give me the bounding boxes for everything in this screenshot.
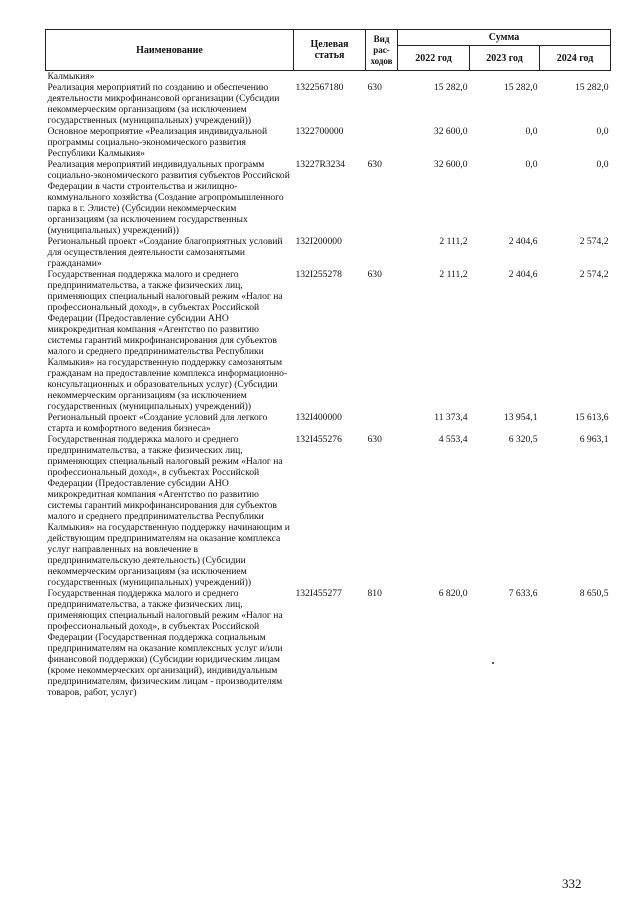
scan-artifact	[492, 662, 494, 664]
row-target-article: 13227R3234	[295, 159, 346, 170]
row-name: Реализация мероприятий индивидуальных программ социально-экономического развития субъектов Российской Федерации в части строительства и жилищно-коммунального хозяйства (Создание агропромышленного парка в г. Элисте) (Субсидии некоммерческим организациям (за исключением государственных (муниципальных) учреждений))	[47, 159, 290, 236]
table-body	[46, 71, 611, 699]
row-sum-2022: 2 111,2	[439, 236, 468, 247]
row-sum-2022: 32 600,0	[433, 126, 468, 137]
header-year-2022: 2022 год	[398, 46, 470, 71]
row-expense-type	[366, 126, 398, 159]
row-target-article: 132I255278	[295, 269, 342, 280]
row-sum-2022: 2 111,2	[439, 269, 468, 280]
row-name: Государственная поддержка малого и среднего предпринимательства, а также физических лиц, применяющих специальный налоговый режим «Налог на профессиональный доход», в субъектах Российской Федерации (Предоставление субсидии АНО микрокредитная компания «Агентство по развитию системы гарантий микрофинансирования для субъектов малого и среднего предпринимательства Республики Калмыкия» на государственную поддержку самозанятым гражданам на предоставление комплекса информационно-консультационных и образовательных услуг) (Субсидии некоммерческим организациям (за исключением государственных (муниципальных) учреждений))	[47, 269, 288, 412]
row-sum-2023: 0,0	[525, 159, 538, 170]
header-year-2023: 2023 год	[470, 46, 540, 71]
row-target-article	[294, 71, 366, 83]
row-sum-2024: 2 574,2	[579, 236, 609, 247]
row-sum-2022: 32 600,0	[433, 159, 468, 170]
row-sum-2023: 0,0	[525, 126, 538, 137]
table-row	[46, 434, 611, 588]
table-header	[46, 30, 611, 71]
table-row	[46, 71, 611, 83]
header-name: Наименование	[46, 30, 294, 71]
page-number: 332	[562, 876, 582, 891]
row-target-article: 1322700000	[295, 126, 344, 137]
row-target-article: 132I455276	[295, 434, 342, 445]
row-sum-2023: 15 282,0	[503, 82, 538, 93]
row-expense-type	[366, 412, 398, 434]
row-expense-type: 810	[367, 588, 382, 599]
header-code: Целевая статья	[294, 30, 366, 71]
row-sum-2024: 15 282,0	[574, 82, 609, 93]
row-sum-2024: 15 613,6	[574, 412, 609, 423]
row-sum-2022	[398, 71, 470, 83]
row-sum-2022: 11 373,4	[434, 412, 468, 423]
row-target-article: 132I400000	[295, 412, 342, 423]
row-expense-type	[366, 71, 398, 83]
table-row	[46, 159, 611, 236]
row-name: Реализация мероприятий по созданию и обеспечению деятельности микрофинансовой организации (Субсидии некоммерческим организациям (за исключением государственных (муниципальных) учреждений))	[47, 82, 280, 126]
row-sum-2023: 2 404,6	[508, 236, 538, 247]
row-sum-2023: 6 320,5	[508, 434, 538, 445]
row-name: Государственная поддержка малого и среднего предпринимательства, а также физических лиц, применяющих специальный налоговый режим «Налог на профессиональный доход», в субъектах Российской Федерации (Предоставление субсидии АНО микрокредитная компания «Агентство по развитию системы гарантий микрофинансирования для субъектов малого и среднего предпринимательства Республики Калмыкия» на государственную поддержку начинающим и действующим предпринимателям на оказание комплекса услуг направленных на вовлечение в предпринимательскую деятельность) (Субсидии некоммерческим организациям (за исключением государственных (муниципальных) учреждений))	[47, 434, 290, 588]
row-expense-type: 630	[367, 434, 382, 445]
table-row	[46, 82, 611, 126]
table-row	[46, 412, 611, 434]
header-vid: Вид рас-ходов	[366, 30, 398, 71]
row-expense-type: 630	[367, 159, 382, 170]
row-sum-2024: 6 963,1	[579, 434, 609, 445]
table-row	[46, 126, 611, 159]
row-sum-2024: 0,0	[596, 159, 609, 170]
row-sum-2024: 0,0	[596, 126, 609, 137]
row-sum-2022: 4 553,4	[438, 434, 468, 445]
row-sum-2023: 2 404,6	[508, 269, 538, 280]
table-row	[46, 269, 611, 412]
row-sum-2022: 6 820,0	[438, 588, 468, 599]
row-target-article: 132I200000	[295, 236, 342, 247]
row-sum-2024: 2 574,2	[579, 269, 609, 280]
row-name: Основное мероприятие «Реализация индивидуальной программы социально-экономического развития Республики Калмыкия»	[47, 126, 268, 159]
row-sum-2024: 8 650,5	[579, 588, 609, 599]
row-expense-type	[366, 236, 398, 269]
table-row	[46, 588, 611, 698]
row-sum-2023: 13 954,1	[503, 412, 538, 423]
row-target-article: 1322567180	[295, 82, 344, 93]
row-expense-type: 630	[367, 269, 382, 280]
row-name: Калмыкия»	[47, 71, 95, 82]
budget-table	[45, 29, 611, 698]
header-year-2024: 2024 год	[540, 46, 611, 71]
table-row	[46, 236, 611, 269]
row-name: Региональный проект «Создание условий для легкого старта и комфортного ведения бизнеса»	[47, 412, 268, 434]
row-sum-2022: 15 282,0	[433, 82, 468, 93]
row-target-article: 132I455277	[295, 588, 342, 599]
row-name: Региональный проект «Создание благоприятных условий для осуществления деятельности самозанятыми гражданами»	[47, 236, 283, 269]
header-sum: Сумма	[398, 30, 611, 46]
row-sum-2023	[470, 71, 540, 83]
row-sum-2023: 7 633,6	[508, 588, 538, 599]
row-sum-2024	[540, 71, 611, 83]
row-expense-type: 630	[367, 82, 382, 93]
row-name: Государственная поддержка малого и среднего предпринимательства, а также физических лиц, применяющих специальный налоговый режим «Налог на профессиональный доход», в субъектах Российской Федерации (Государственная поддержка социальным предпринимателям на оказание комплексных услуг и/или финансовой поддержки) (Субсидии юридическим лицам (кроме некоммерческих организаций), индивидуальным предпринимателям, физическим лицам - производителям товаров, работ, услуг)	[47, 588, 283, 698]
